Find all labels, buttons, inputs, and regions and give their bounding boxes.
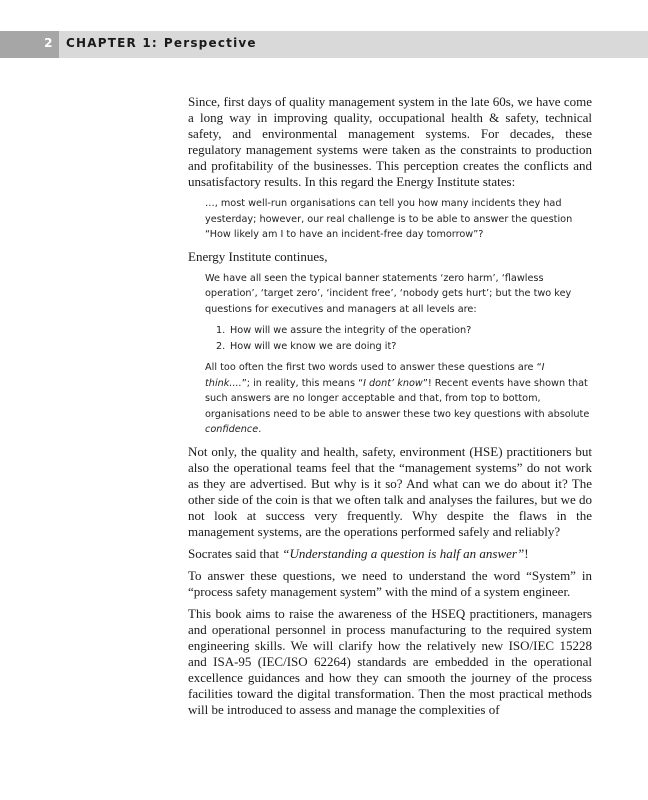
- paragraph-system: To answer these questions, we need to understand the word “System” in “process safety management system” with the mind of a system engineer.: [188, 567, 592, 599]
- quote-outro-text: ”! Recent events have shown that such answers are no longer acceptable and that, from top to bottom, organisations need to be able to answer these two key questions with absolute: [205, 377, 590, 420]
- quote-intro: We have all seen the typical banner statements ‘zero harm’, ‘flawless operation’, ‘target zero’, ‘incident free’, ‘nobody gets hurt’; but the two key questions for executives and managers at all levels are:: [205, 272, 572, 315]
- chapter-heading: [65, 36, 257, 50]
- chapter-label: CHAPTER 1:: [66, 36, 158, 50]
- page-number-box: [0, 31, 59, 58]
- paragraph-book-aims: This book aims to raise the awareness of the HSEQ practitioners, managers and operational personnel in process manufacturing to the required system engineering skills. We will clarify how the relatively new ISO/IEC 15228 and ISA-95 (IEC/ISO 62264) standards are embedded in the operational excellence guidances and how they can smooth the journey of the process facilities toward the digital transformation. Then the most practical methods will be introduced to assess and manage the complexities of: [188, 605, 592, 717]
- page-number: 2: [44, 36, 53, 50]
- chapter-title: Perspective: [163, 36, 257, 50]
- quote-text: …, most well-run organisations can tell you how many incidents they had yesterday; however, our real challenge is to be able to answer the question “How likely am I to have an incident-free day tomorrow”?: [205, 198, 573, 240]
- paragraph-continues: Energy Institute continues,: [188, 248, 328, 264]
- socrates-text: !: [524, 545, 529, 561]
- paragraph-practitioners: Not only, the quality and health, safety, environment (HSE) practitioners but also the operational teams feel that the “management systems” do not work as they are advertised. But why is it so? And what can we do about it? The other side of the coin is that we often talk and analyses the failures, but we do not look at success very frequently. Why despite the flaws in the management systems, are the operations performed safely and reliably?: [188, 443, 592, 539]
- socrates-quote: “Understanding a question is half an answer”: [282, 545, 525, 561]
- quote-outro-text: ”; in reality, this means “: [241, 377, 364, 389]
- list-number: 1.: [216, 325, 226, 336]
- page-body: [188, 94, 592, 724]
- list-item: [216, 339, 592, 355]
- list-text: How will we know we are doing it?: [230, 340, 397, 352]
- paragraph-intro: Since, first days of quality management system in the late 60s, we have come a long way in improving quality, occupational health & safety, technical safety, and environmental management systems. For decades, these regulatory management systems were taken as the constraints to production and profitability of the businesses. This perception creates the conflicts and unsatisfactory results. In this regard the Energy Institute states:: [188, 94, 592, 189]
- list-text: How will we assure the integrity of the operation?: [230, 325, 472, 336]
- key-questions-list: [205, 323, 592, 354]
- quote-outro-emphasis: I dont’ know: [363, 377, 423, 389]
- socrates-text: Socrates said that: [188, 545, 283, 561]
- paragraph-socrates: [188, 546, 592, 562]
- list-item: [216, 323, 592, 339]
- quote-outro-emphasis: confidence: [205, 424, 259, 435]
- list-number: 2.: [216, 340, 226, 352]
- running-header: [0, 31, 648, 58]
- block-quote-2: [205, 271, 592, 438]
- quote-outro-text: All too often the first two words used to answer these questions are “: [205, 362, 542, 373]
- block-quote-1: [205, 196, 592, 243]
- quote-outro-text: .: [258, 424, 262, 435]
- quote-outro-emphasis: I think....: [205, 362, 545, 389]
- quote-outro: [205, 360, 592, 438]
